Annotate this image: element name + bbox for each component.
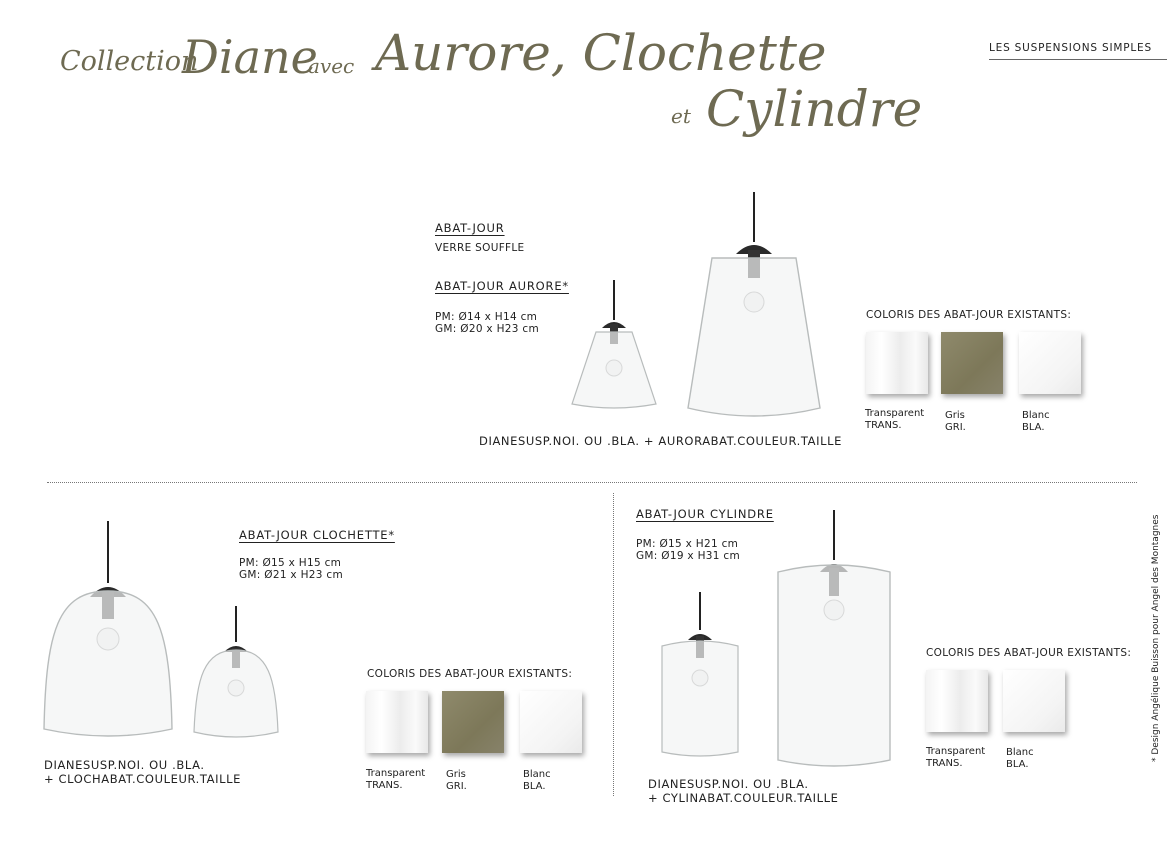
- cylindre-colors-title: COLORIS DES ABAT-JOUR EXISTANTS:: [926, 647, 1132, 659]
- abat-jour-heading: ABAT-JOUR: [435, 221, 505, 235]
- title-aurore-clochette: Aurore, Clochette: [375, 24, 827, 82]
- aurore-swatch-blanc: [1019, 332, 1081, 394]
- clochette-swatch-gris: [442, 691, 504, 753]
- title-et: et: [671, 104, 691, 128]
- aurore-small-lamp-image: [566, 280, 662, 412]
- clochette-swatch-transparent: [366, 691, 428, 753]
- section-label: LES SUSPENSIONS SIMPLES: [989, 42, 1152, 54]
- title-cylindre: Cylindre: [706, 80, 923, 138]
- clochette-color-transparent-code: TRANS.: [366, 780, 403, 791]
- aurore-color-blanc-code: BLA.: [1022, 422, 1045, 433]
- vertical-divider: [613, 493, 614, 796]
- aurore-gm: GM: Ø20 x H23 cm: [435, 323, 539, 335]
- cylindre-title: ABAT-JOUR CYLINDRE: [636, 507, 774, 521]
- cylindre-reference-line2: + CYLINABAT.COULEUR.TAILLE: [648, 791, 839, 805]
- clochette-color-blanc-code: BLA.: [523, 781, 546, 792]
- section-rule: [989, 59, 1167, 60]
- material-label: VERRE SOUFFLE: [435, 242, 525, 254]
- cylindre-color-blanc-code: BLA.: [1006, 759, 1029, 770]
- cylindre-gm: GM: Ø19 x H31 cm: [636, 550, 740, 562]
- design-credit: * Design Angélique Buisson pour Angel des Montagnes: [1151, 514, 1161, 762]
- title-avec: avec: [308, 54, 355, 78]
- aurore-color-transparent-name: Transparent: [865, 408, 925, 419]
- aurore-pm: PM: Ø14 x H14 cm: [435, 311, 538, 323]
- aurore-colors-title: COLORIS DES ABAT-JOUR EXISTANTS:: [866, 309, 1072, 321]
- clochette-small-lamp-image: [190, 606, 282, 742]
- cylindre-color-transparent-code: TRANS.: [926, 758, 963, 769]
- clochette-color-transparent-name: Transparent: [366, 768, 426, 779]
- aurore-color-transparent-code: TRANS.: [865, 420, 902, 431]
- cylindre-large-lamp-image: [772, 510, 896, 770]
- aurore-title: ABAT-JOUR AURORE*: [435, 279, 569, 293]
- title-diane: Diane: [182, 30, 318, 84]
- aurore-color-blanc-name: Blanc: [1022, 410, 1050, 421]
- clochette-color-gris-name: Gris: [446, 769, 466, 780]
- clochette-color-blanc-name: Blanc: [523, 769, 551, 780]
- aurore-swatch-transparent: [866, 332, 928, 394]
- clochette-title: ABAT-JOUR CLOCHETTE*: [239, 528, 395, 542]
- clochette-gm: GM: Ø21 x H23 cm: [239, 569, 343, 581]
- clochette-pm: PM: Ø15 x H15 cm: [239, 557, 342, 569]
- cylindre-color-blanc-name: Blanc: [1006, 747, 1034, 758]
- aurore-color-gris-name: Gris: [945, 410, 965, 421]
- aurore-reference: DIANESUSP.NOI. OU .BLA. + AURORABAT.COULEUR.TAILLE: [479, 434, 842, 448]
- clochette-large-lamp-image: [38, 521, 178, 743]
- horizontal-divider: [47, 482, 1137, 483]
- clochette-reference-line1: DIANESUSP.NOI. OU .BLA.: [44, 758, 205, 772]
- clochette-color-gris-code: GRI.: [446, 781, 467, 792]
- clochette-reference-line2: + CLOCHABAT.COULEUR.TAILLE: [44, 772, 241, 786]
- aurore-large-lamp-image: [682, 192, 826, 420]
- cylindre-color-transparent-name: Transparent: [926, 746, 986, 757]
- cylindre-small-lamp-image: [656, 592, 744, 760]
- cylindre-swatch-blanc: [1003, 670, 1065, 732]
- title-collection: Collection: [60, 46, 199, 77]
- clochette-colors-title: COLORIS DES ABAT-JOUR EXISTANTS:: [367, 668, 573, 680]
- cylindre-reference-line1: DIANESUSP.NOI. OU .BLA.: [648, 777, 809, 791]
- aurore-swatch-gris: [941, 332, 1003, 394]
- cylindre-pm: PM: Ø15 x H21 cm: [636, 538, 739, 550]
- cylindre-swatch-transparent: [926, 670, 988, 732]
- clochette-swatch-blanc: [520, 691, 582, 753]
- aurore-color-gris-code: GRI.: [945, 422, 966, 433]
